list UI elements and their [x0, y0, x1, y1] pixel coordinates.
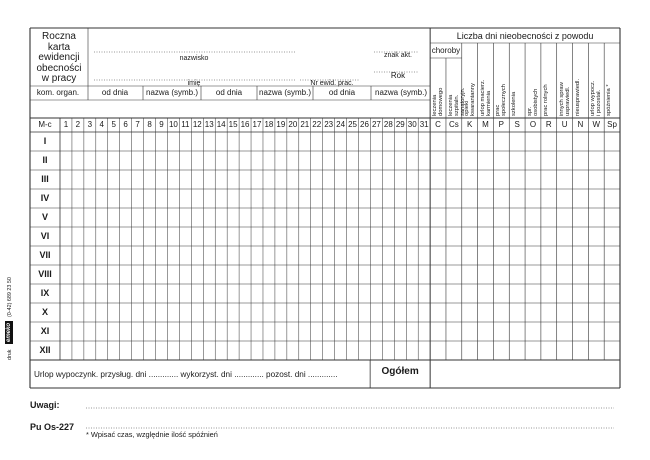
- od-dnia-label: od dnia: [101, 88, 129, 97]
- day-number: 21: [300, 120, 310, 129]
- kom-organ-label: kom. organ.: [36, 88, 80, 97]
- day-number: 28: [383, 120, 393, 129]
- side-print-strip: [3, 262, 19, 362]
- absence-code: U: [561, 120, 568, 129]
- absence-column-label: szkolenia: [511, 91, 518, 116]
- nazwa-symb-label: nazwa (symb.): [374, 88, 428, 97]
- day-number: 23: [324, 120, 334, 129]
- month-label: I: [43, 136, 47, 146]
- day-number: 4: [99, 120, 105, 129]
- month-label: IX: [40, 288, 50, 298]
- absence-column-label: spr. osobistych: [527, 88, 539, 116]
- card-title-line: ewidencji: [38, 52, 80, 63]
- absence-code: M: [482, 120, 489, 129]
- absence-code: Sp: [607, 120, 617, 129]
- day-number: 29: [395, 120, 405, 129]
- day-number: 13: [204, 120, 214, 129]
- day-number: 6: [123, 120, 128, 129]
- nazwisko-label: nazwisko: [179, 55, 209, 62]
- day-number: 15: [228, 120, 238, 129]
- choroby-label: choroby: [431, 46, 461, 55]
- day-number: 2: [75, 120, 81, 129]
- day-number: 22: [312, 120, 322, 129]
- brand-logo: emeko: [6, 322, 12, 342]
- day-number: 5: [111, 120, 116, 129]
- card-title-line: Roczna: [42, 31, 76, 42]
- day-number: 1: [63, 120, 69, 129]
- day-number: 31: [419, 120, 429, 129]
- day-number: 14: [216, 120, 226, 129]
- day-number: 25: [348, 120, 357, 129]
- uwagi-label: Uwagi:: [30, 400, 60, 410]
- nr-ewid-label: Nr ewid. prac.: [310, 80, 354, 87]
- day-number: 17: [252, 120, 262, 129]
- day-number: 3: [87, 120, 93, 129]
- day-number: 26: [360, 120, 369, 129]
- day-number: 16: [240, 120, 250, 129]
- nazwa-symb-label: nazwa (symb.): [145, 88, 199, 97]
- day-number: 8: [147, 120, 152, 129]
- absence-column-label: leczenia domowego: [432, 87, 444, 116]
- month-label: IV: [40, 193, 50, 203]
- month-label: XI: [40, 326, 50, 336]
- footnote: * Wpisać czas, względnie ilość spóźnień: [86, 430, 218, 439]
- absence-title: Liczba dni nieobecności z powodu: [456, 31, 594, 41]
- day-number: 12: [192, 120, 202, 129]
- day-number: 7: [135, 120, 140, 129]
- month-column-header: M-c: [38, 120, 52, 129]
- absence-code: R: [545, 120, 552, 129]
- znak-akt-label: znak akt.: [383, 52, 413, 59]
- month-label: VII: [39, 250, 51, 260]
- month-label: III: [41, 174, 49, 184]
- day-number: 24: [336, 120, 346, 129]
- absence-code: S: [514, 120, 520, 129]
- nazwa-symb-label: nazwa (symb.): [258, 88, 312, 97]
- absence-column-label: opieki kwarantanny: [463, 83, 476, 116]
- absence-code: C: [435, 120, 441, 129]
- month-label: X: [41, 307, 49, 317]
- absence-column-label: urlop macierz. karmienia: [479, 79, 492, 116]
- urlop-summary: Urlop wypoczynk. przysług. dni ............. wykorzyst. dni ............. pozost. dni .............: [34, 370, 338, 379]
- absence-code: W: [592, 120, 601, 129]
- od-dnia-label: od dnia: [215, 88, 243, 97]
- side-print-prefix: druk: [7, 349, 13, 360]
- absence-code: Cs: [448, 120, 459, 129]
- form-code: Pu Os-227: [30, 422, 75, 432]
- absence-code: P: [498, 120, 504, 129]
- card-title-line: w pracy: [41, 73, 77, 84]
- day-number: 30: [407, 120, 417, 129]
- imie-label: imię: [187, 80, 201, 87]
- absence-column-label: prac społecznych: [495, 84, 508, 116]
- day-number: 20: [288, 120, 298, 129]
- od-dnia-label: od dnia: [328, 88, 356, 97]
- absence-code: N: [577, 120, 584, 129]
- month-label: V: [41, 212, 49, 222]
- day-number: 18: [264, 120, 274, 129]
- month-label: II: [42, 155, 48, 165]
- absence-column-label: prac rolnych: [542, 84, 549, 116]
- ogolem-label: Ogółem: [381, 366, 419, 377]
- absence-column-label: spóźnienia *: [606, 84, 613, 116]
- month-label: VI: [40, 231, 50, 241]
- absence-column-label: innych spraw usprawiedl.: [558, 82, 571, 116]
- absence-code: O: [529, 120, 537, 129]
- day-number: 27: [371, 120, 381, 129]
- absence-column-label: nieusprawiedl.: [574, 78, 581, 116]
- absence-column-label: leczenia szpitaln. sanatoryjn.: [447, 87, 466, 116]
- absence-code: K: [467, 120, 473, 129]
- day-number: 11: [181, 120, 190, 129]
- card-title-line: karta: [47, 41, 71, 53]
- month-label: VIII: [38, 269, 52, 279]
- day-number: 10: [168, 120, 178, 129]
- day-number: 9: [159, 120, 164, 129]
- side-print-phone: (0-42) 689 23 50: [7, 277, 13, 317]
- month-label: XII: [39, 345, 51, 355]
- day-number: 19: [276, 120, 286, 129]
- card-title-line: obecności: [36, 62, 82, 74]
- rok-label: Rok: [390, 71, 406, 80]
- absence-column-label: urlop wypocz. i pozostał.: [590, 80, 603, 116]
